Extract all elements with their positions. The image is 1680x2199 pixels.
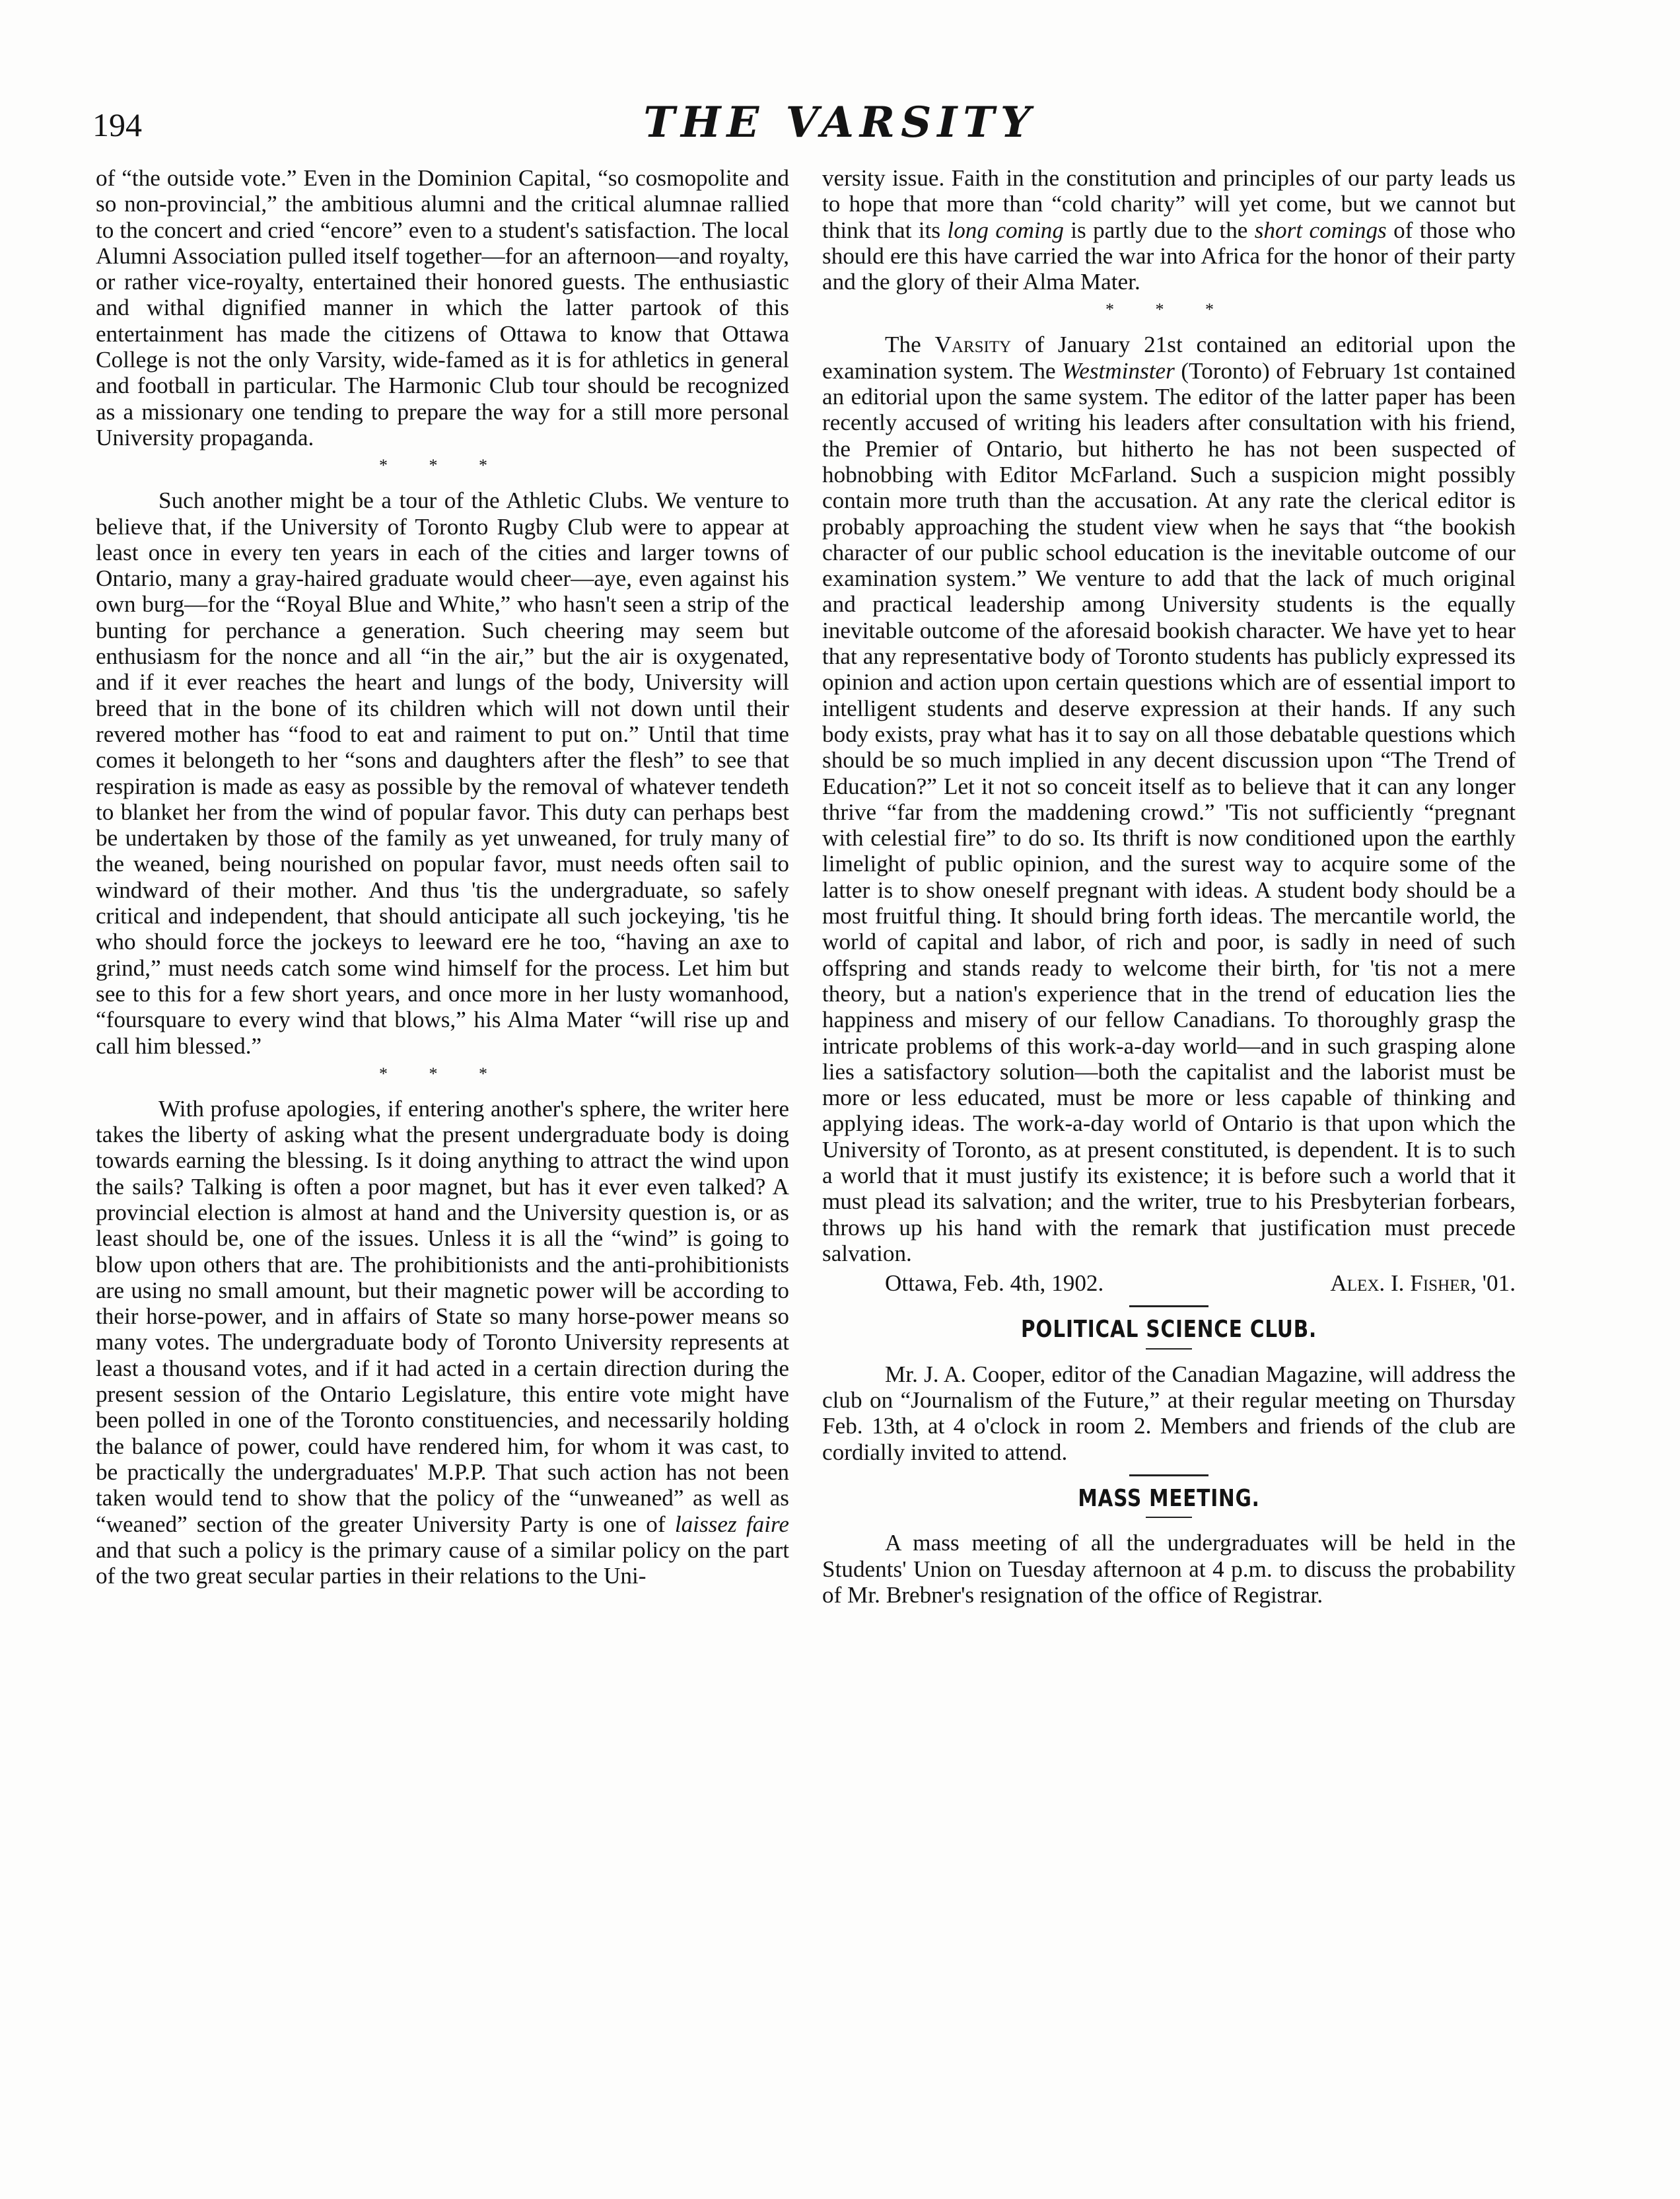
italic-phrase: short comings	[1254, 217, 1387, 243]
text-run: of those who should ere this have carried the war into Africa for the honor of their party and the glory of their Alma Mater.	[822, 217, 1516, 295]
text-run: With profuse apologies, if entering another's sphere, the writer here takes the liberty of asking what the present undergraduate body is doing towards earning the blessing. Is it doing anything to attract the wind upon the sails? Talking is often a poor magnet, but has it ever even talked? A provincial election is almost at hand and the University question is, or as least should be, one of the issues. Unless it is all the “wind” is going to blow upon others that are. The prohibitionists and the anti-prohibitionists are using no small amount, but their magnetic power will be according to their horse-power, and in affairs of State so many horse-power means so many votes. The undergraduate body of Toronto University represents at least a thousand votes, and if it had acted in a certain direction during the present session of the Ontario Legislature, this entire vote might have been polled in one of the Toronto constituencies, and necessarily holding the balance of power, could have rendered him, for whom it was cast, to be practically the undergraduates' M.P.P. That such action has not been taken would tend to show that the policy of the “unweaned” as well as “weaned” section of the greater University Party is one of	[96, 1095, 789, 1537]
divider-rule	[1146, 1517, 1192, 1518]
masthead-title: THE VARSITY	[643, 98, 1037, 147]
signature-line	[822, 1270, 1516, 1296]
text-run: (Toronto) of February 1st contained an editorial upon the same system. The editor of the latter paper has been recently accused of writing his leaders after consultation with his friend, the Premier of Ontario, but hitherto he has not been suspected of hobnobbing with Editor McFarland. Such a suspicion might possibly contain more truth than the accusation. At any rate the clerical editor is probably approaching the student view when he says that “the bookish character of our public school education is the inevitable outcome of our examination system.” We venture to add that the lack of much original and practical leadership among University students is the equally inevitable outcome of the aforesaid bookish character. We have yet to hear that any representative body of Toronto students has publicly expressed its opinion and action upon certain questions which are of essential import to intelligent students and deserve expression at their hands. If any such body exists, pray what has it to say on all those debatable questions which should be so much implied in any decent discussion upon “The Trend of Education?” Let it not so conceit itself as to believe that it can any longer thrive “far from the maddening crowd.” 'Tis not sufficiently “pregnant with celestial fire” to do so. Its thrift is now conditioned upon the earthly limelight of public opinion, and the surest way to acquire some of the latter is to show oneself pregnant with ideas. A student body should be a most fruitful thing. It should bring forth ideas. The mercantile world, the world of capital and labor, of rich and poor, is sadly in need of such offspring and stands ready to welcome their birth, for 'tis not a mere theory, but a nation's experience that in the trend of education lies the happiness and misery of our fellow Canadians. To thoroughly grasp the intricate problems of this work-a-day world—and in such grasping alone lies a satisfactory solution—both the capitalist and the laborist must be more or less educated, must be more or less capable of thinking and applying ideas. The work-a-day world of Ontario is that upon which the University of Toronto, as at present constituted, is dependent. It is to such a world that it must justify its existence; it is before such a world that it must plead its salvation; and the writer, true to his Presbyterian forbears, throws up his hand with the remark that justification must precede salvation.	[822, 357, 1516, 1266]
divider-rule	[1146, 1348, 1192, 1350]
section-divider-stars: * * *	[1105, 300, 1232, 320]
page-number: 194	[92, 106, 142, 143]
text-run: is partly due to the	[1070, 217, 1248, 243]
section-divider-stars: * * *	[379, 456, 506, 476]
right-paragraph-1	[822, 165, 1516, 295]
section-heading-political-science-club: POLITICAL SCIENCE CLUB.	[1020, 1316, 1317, 1344]
text-run: of January 21st contained an editorial upon the examination system. The	[822, 332, 1516, 384]
italic-phrase: laissez faire	[674, 1511, 790, 1537]
right-paragraph-3: Mr. J. A. Cooper, editor of the Canadian Magazine, will address the club on “Journalism of the Future,” at their regular meeting on Thursday Feb. 13th, at 4 o'clock in room 2. Members and friends of the club are cordially invited to attend.	[822, 1361, 1516, 1465]
text-run: versity issue. Faith in the constitution and principles of our party leads us to hope that more than “cold charity” will yet come, but we cannot but think that its	[822, 165, 1516, 243]
section-heading-mass-meeting: MASS MEETING.	[1078, 1484, 1260, 1512]
text-run: The	[885, 332, 921, 358]
signature-place-date: Ottawa, Feb. 4th, 1902.	[885, 1270, 1104, 1297]
signature-author: Alex. I. Fisher, '01.	[1330, 1270, 1516, 1297]
italic-phrase: long coming	[947, 217, 1064, 243]
left-paragraph-2: Such another might be a tour of the Athletic Clubs. We venture to believe that, if the University of Toronto Rugby Club were to appear at least once in every ten years in each of the cities and larger towns of Ontario, many a gray-haired graduate would cheer—aye, even against his own burg—for the “Royal Blue and White,” who hasn't seen a strip of the bunting for perchance a generation. Such cheering may seem but enthusiasm for the nonce and all “in the air,” but the air is oxygenated, and if it ever reaches the heart and lungs of the body, University will breed that in the bone of its children which will not down until their revered mother has “food to eat and raiment to put on.” Until that time comes it belongeth to her “sons and daughters after the flesh” to see that respiration is made as easy as possible by the removal of whatever tendeth to blanket her from the wind of popular favor. This duty can perhaps best be undertaken by those of the family as yet unweaned, for truly many of the weaned, being nourished on popular favor, must needs often sail to windward of their mother. And thus 'tis the undergraduate, so safely critical and independent, that should anticipate all such jockeying, 'tis he who should force the jockeys to leeward ere he too, “having an axe to grind,” must needs catch some wind himself for the process. Let him but see to this for a few short years, and once more in her lusty womanhood, “foursquare to every wind that blows,” his Alma Mater “will rise up and call him blessed.”	[96, 487, 789, 1059]
left-column	[96, 165, 789, 1589]
section-divider-stars: * * *	[379, 1063, 506, 1083]
divider-rule	[1129, 1474, 1208, 1476]
right-paragraph-4: A mass meeting of all the undergraduates will be held in the Students' Union on Tuesday afternoon at 4 p.m. to discuss the probability of Mr. Brebner's resignation of the office of Registrar.	[822, 1530, 1516, 1608]
left-paragraph-1: of “the outside vote.” Even in the Dominion Capital, “so cosmopolite and so non-provincial,” the ambitious alumni and the critical alumnae rallied to the concert and cried “encore” even to a student's satisfaction. The local Alumni Association pulled itself together—for an afternoon—and royalty, or rather vice-royalty, entertained their honored guests. The enthusiastic and withal dignified manner in which the latter partook of this entertainment has made the citizens of Ottawa to know that Ottawa College is not the only Varsity, wide-famed as it is for athletics in general and football in particular. The Harmonic Club tour should be recognized as a missionary one tending to prepare the way for a still more personal University propaganda.	[96, 165, 789, 451]
italic-phrase: Westminster	[1062, 357, 1175, 384]
right-column	[822, 165, 1516, 1608]
varsity-small-caps: Varsity	[934, 332, 1012, 358]
right-paragraph-2	[822, 332, 1516, 1266]
left-paragraph-3	[96, 1096, 789, 1589]
divider-rule	[1129, 1305, 1208, 1307]
text-run: and that such a policy is the primary cause of a similar policy on the part of the two great secular parties in their relations to the Uni-	[96, 1536, 789, 1589]
